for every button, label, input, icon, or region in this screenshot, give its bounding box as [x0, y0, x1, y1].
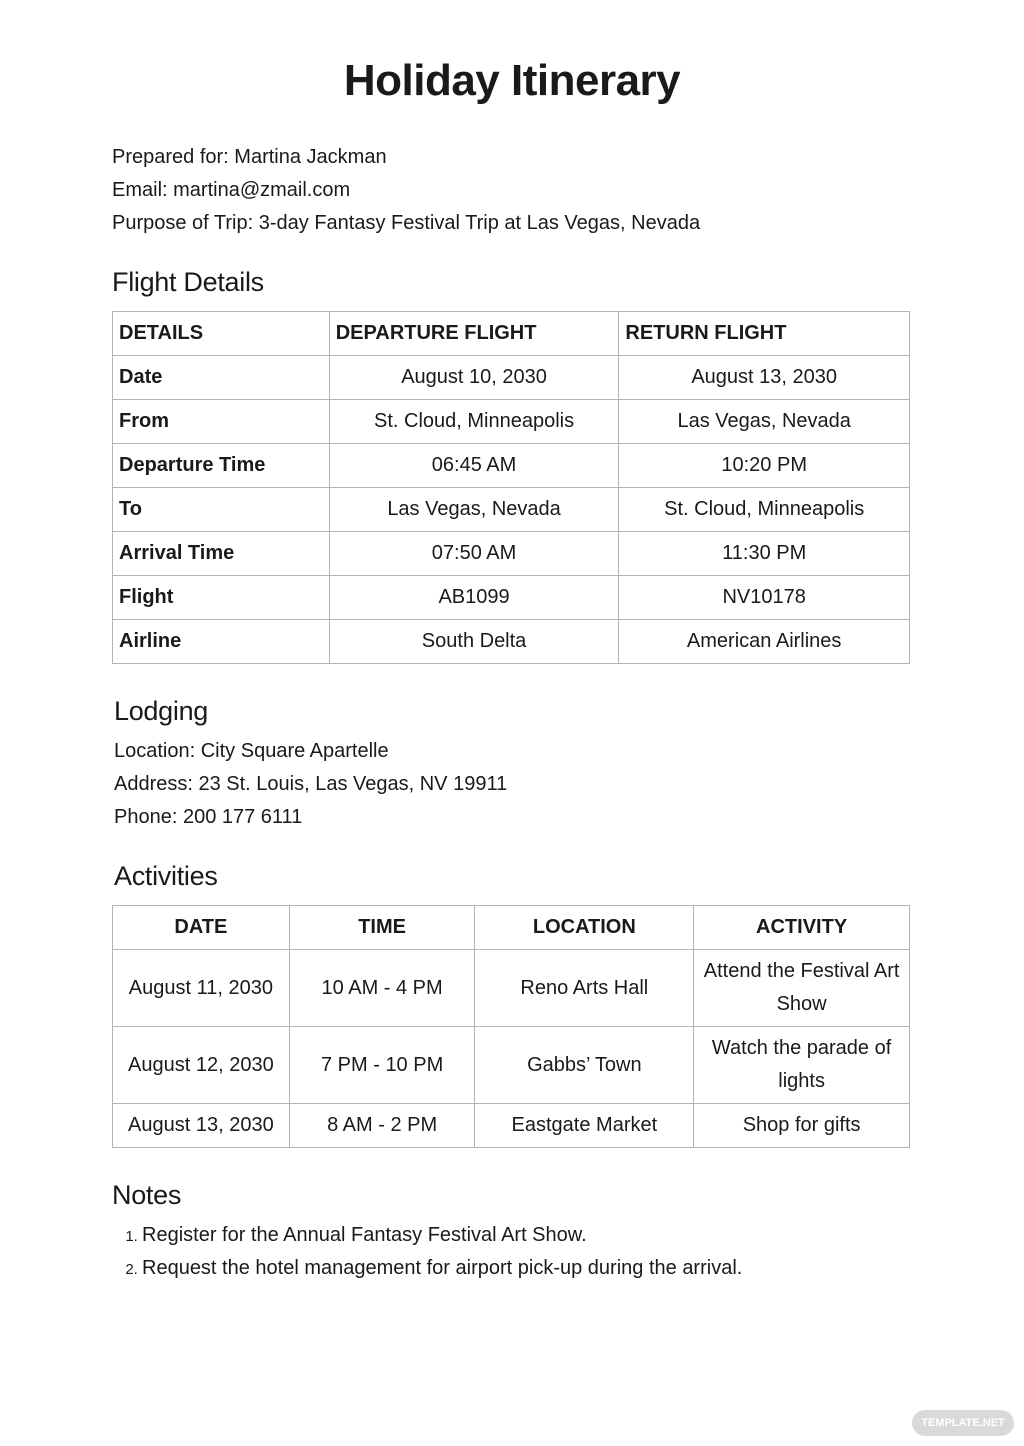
table-cell: Airline	[113, 620, 330, 664]
purpose: Purpose of Trip: 3-day Fantasy Festival Trip at Las Vegas, Nevada	[112, 212, 701, 234]
table-header-row	[113, 312, 910, 356]
table-cell: American Airlines	[619, 620, 910, 664]
column-header: LOCATION	[475, 906, 694, 950]
table-cell: 10 AM - 4 PM	[289, 950, 475, 1027]
table-cell: August 10, 2030	[329, 356, 619, 400]
table-cell: Attend the Festival Art Show	[694, 950, 910, 1027]
table-cell: South Delta	[329, 620, 619, 664]
notes-heading: Notes	[112, 1180, 182, 1210]
page-title: Holiday Itinerary	[343, 56, 681, 105]
flight-table	[112, 311, 910, 664]
note-item: 1. Register for the Annual Fantasy Festival Art Show.	[142, 1219, 742, 1252]
table-cell: 10:20 PM	[619, 444, 910, 488]
table-cell: Flight	[113, 576, 330, 620]
table-cell: Eastgate Market	[475, 1104, 694, 1148]
table-cell: Gabbs’ Town	[475, 1027, 694, 1104]
table-cell: St. Cloud, Minneapolis	[329, 400, 619, 444]
table-cell: August 13, 2030	[619, 356, 910, 400]
table-cell: 07:50 AM	[329, 532, 619, 576]
table-row	[113, 400, 910, 444]
table-row	[113, 620, 910, 664]
table-cell: St. Cloud, Minneapolis	[619, 488, 910, 532]
table-row	[113, 1104, 910, 1148]
table-cell: August 13, 2030	[113, 1104, 290, 1148]
column-header: DATE	[113, 906, 290, 950]
notes-list	[142, 1219, 742, 1285]
table-cell: From	[113, 400, 330, 444]
table-cell: AB1099	[329, 576, 619, 620]
lodging-heading: Lodging	[114, 696, 208, 726]
column-header: ACTIVITY	[694, 906, 910, 950]
lodging-phone: Phone: 200 177 6111	[114, 806, 303, 828]
table-cell: Las Vegas, Nevada	[329, 488, 619, 532]
flight-heading: Flight Details	[112, 267, 264, 297]
column-header: RETURN FLIGHT	[619, 312, 910, 356]
table-cell: NV10178	[619, 576, 910, 620]
table-cell: Departure Time	[113, 444, 330, 488]
table-header-row	[113, 906, 910, 950]
table-cell: 8 AM - 2 PM	[289, 1104, 475, 1148]
lodging-location: Location: City Square Apartelle	[114, 740, 389, 762]
table-row	[113, 532, 910, 576]
table-cell: 11:30 PM	[619, 532, 910, 576]
table-row	[113, 950, 910, 1027]
table-row	[113, 488, 910, 532]
prepared-for: Prepared for: Martina Jackman	[112, 146, 387, 168]
table-cell: 7 PM - 10 PM	[289, 1027, 475, 1104]
table-cell: August 11, 2030	[113, 950, 290, 1027]
table-cell: Arrival Time	[113, 532, 330, 576]
watermark-logo: TEMPLATE.NET	[912, 1410, 1014, 1436]
table-cell: To	[113, 488, 330, 532]
table-cell: Shop for gifts	[694, 1104, 910, 1148]
note-item: 2. Request the hotel management for airport pick-up during the arrival.	[142, 1252, 742, 1285]
activities-heading: Activities	[114, 861, 218, 891]
table-cell: Date	[113, 356, 330, 400]
table-cell: Las Vegas, Nevada	[619, 400, 910, 444]
column-header: DEPARTURE FLIGHT	[329, 312, 619, 356]
table-row	[113, 444, 910, 488]
table-row	[113, 356, 910, 400]
table-row	[113, 576, 910, 620]
activities-table	[112, 905, 910, 1148]
table-cell: 06:45 AM	[329, 444, 619, 488]
email: Email: martina@zmail.com	[112, 179, 351, 201]
table-row	[113, 1027, 910, 1104]
table-cell: Reno Arts Hall	[475, 950, 694, 1027]
column-header: TIME	[289, 906, 475, 950]
table-cell: August 12, 2030	[113, 1027, 290, 1104]
lodging-address: Address: 23 St. Louis, Las Vegas, NV 19911	[114, 773, 508, 795]
table-cell: Watch the parade of lights	[694, 1027, 910, 1104]
column-header: DETAILS	[113, 312, 330, 356]
